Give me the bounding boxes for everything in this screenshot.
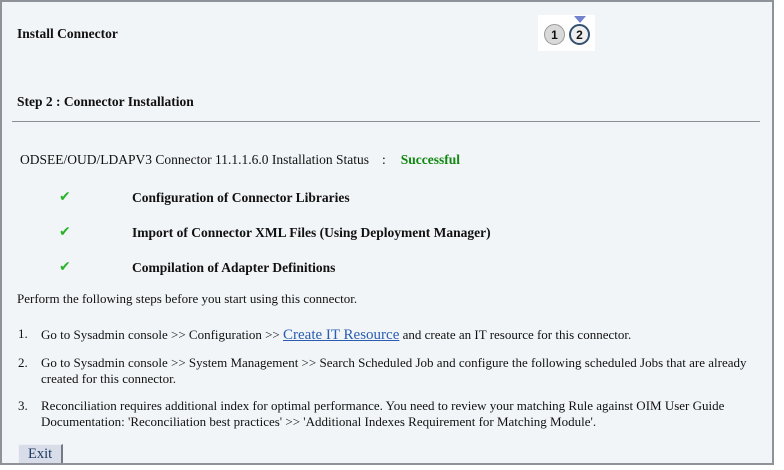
post-install-steps [2, 326, 772, 430]
list-item-text-before-link: Go to Sysadmin console >> Configuration >> [41, 327, 284, 342]
list-item-text: Go to Sysadmin console >> System Management >> Search Scheduled Job and configure the following scheduled Jobs that are already created for this connector. [41, 355, 747, 387]
section-divider [12, 121, 760, 122]
page-header [2, 2, 772, 60]
step-circles [544, 24, 590, 45]
list-item-number: 2. [18, 355, 28, 371]
status-separator: : [381, 152, 386, 167]
list-item-number: 1. [18, 326, 28, 341]
list-item-number: 3. [18, 398, 28, 414]
step-2-indicator: 2 [569, 24, 590, 45]
page-title: Install Connector [17, 26, 118, 41]
installation-status-label: ODSEE/OUD/LDAPV3 Connector 11.1.1.6.0 Installation Status [20, 152, 369, 167]
task-row [2, 188, 772, 210]
list-item [2, 326, 772, 344]
check-icon [59, 224, 71, 240]
check-icon [59, 259, 71, 275]
installation-status-line [20, 152, 772, 168]
exit-button[interactable]: Exit [18, 444, 63, 465]
list-item-text [41, 326, 772, 344]
list-item [2, 355, 772, 387]
current-step-arrow-icon [574, 16, 586, 23]
section-heading: Step 2 : Connector Installation [17, 94, 194, 109]
create-it-resource-link[interactable]: Create IT Resource [283, 327, 400, 343]
task-label: Import of Connector XML Files (Using Deployment Manager) [132, 225, 491, 240]
task-label: Compilation of Adapter Definitions [132, 260, 336, 275]
task-row [2, 223, 772, 245]
check-icon [59, 189, 71, 205]
status-badge: Successful [400, 152, 461, 167]
list-item [2, 398, 772, 430]
list-item-text-after-link: and create an IT resource for this connector. [399, 327, 632, 342]
wizard-step-indicator [538, 15, 595, 51]
list-item-text: Reconciliation requires additional index for optimal performance. You need to review your matching Rule against OIM User Guide Documentation: 'Reconciliation best practices' >> 'Additional Indexes Requirement for Matching Module'. [41, 398, 725, 429]
task-checklist [2, 188, 772, 280]
task-row [2, 258, 772, 280]
task-label: Configuration of Connector Libraries [132, 190, 350, 205]
step-1-indicator: 1 [544, 24, 565, 45]
post-install-intro: Perform the following steps before you start using this connector. [17, 291, 358, 306]
